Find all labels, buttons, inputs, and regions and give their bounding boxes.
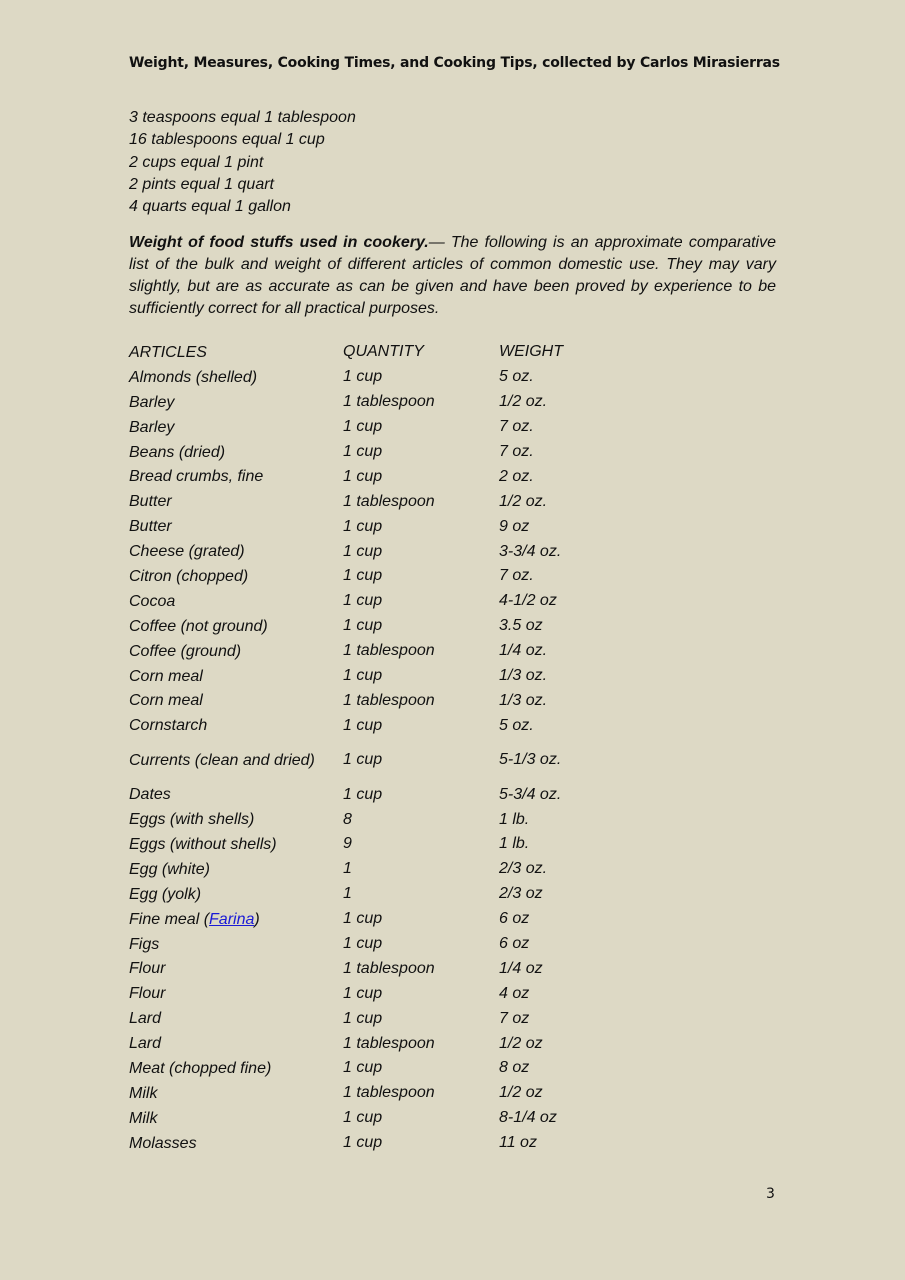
article-cell: Citron (chopped) (129, 567, 249, 585)
article-cell: Milk (129, 1084, 158, 1102)
table-row (129, 1081, 689, 1106)
article-suffix: ) (254, 910, 260, 928)
quantity-cell: 1 cup (343, 592, 383, 610)
table-row (129, 857, 689, 882)
equivalence-line: 16 tablespoons equal 1 cup (129, 131, 325, 149)
equivalence-line: 3 teaspoons equal 1 tablespoon (129, 109, 356, 126)
weight-cell: 1/2 oz. (499, 492, 548, 510)
weight-cell: 1/3 oz. (499, 691, 548, 709)
article-cell: Milk (129, 1109, 158, 1127)
weight-cell: 2/3 oz (499, 885, 543, 903)
quantity-cell: 1 cup (343, 785, 383, 803)
quantity-cell: 1 cup (343, 617, 383, 635)
article-cell: Barley (129, 393, 175, 411)
table-row (129, 713, 689, 738)
weight-cell: 1/3 oz. (499, 667, 548, 685)
article-cell: Molasses (129, 1134, 197, 1152)
table-row (129, 1006, 689, 1031)
table-header-row (129, 340, 689, 365)
quantity-cell: 1 tablespoon (343, 1034, 435, 1052)
article-cell: Cornstarch (129, 717, 208, 735)
table-row (129, 589, 689, 614)
table-row (129, 514, 689, 539)
quantity-cell: 1 cup (343, 910, 383, 928)
weight-cell: 8 oz (499, 1059, 530, 1077)
quantity-cell: 1 tablespoon (343, 959, 435, 977)
quantity-cell: 1 cup (343, 368, 383, 386)
column-header-quantity: QUANTITY (343, 343, 424, 361)
quantity-cell: 1 cup (343, 517, 383, 535)
weight-cell: 6 oz (499, 910, 530, 928)
quantity-cell: 1 (343, 860, 352, 878)
weight-cell: 1/2 oz. (499, 393, 548, 411)
intro-body: — The following is an approximate comparative list of the bulk and weight of different articles of common domestic use. They may vary slightly, but are as accurate as can be given and have been proved by experience to be sufficiently correct for all practical purposes. (129, 234, 777, 317)
table-row (129, 832, 689, 857)
intro-lead: Weight of food stuffs used in cookery. (129, 234, 429, 251)
article-cell: Egg (white) (129, 860, 210, 878)
weight-cell: 2/3 oz. (499, 860, 548, 878)
table-row (129, 1131, 689, 1156)
article-cell: Lard (129, 1010, 162, 1028)
weights-table (129, 340, 689, 1156)
weight-cell: 4-1/2 oz (499, 592, 557, 610)
article-prefix: Fine meal ( (129, 910, 210, 928)
quantity-cell: 1 (343, 885, 352, 903)
article-cell: Butter (129, 518, 172, 536)
weight-cell: 8-1/4 oz (499, 1109, 557, 1127)
table-row (129, 882, 689, 907)
quantity-cell: 1 tablespoon (343, 691, 435, 709)
article-cell: Beans (dried) (129, 443, 226, 461)
weight-cell: 5-1/3 oz. (499, 751, 562, 769)
table-row (129, 664, 689, 689)
weight-cell: 1 lb. (499, 810, 530, 828)
quantity-cell: 1 cup (343, 418, 383, 436)
weight-cell: 11 oz (499, 1134, 537, 1152)
quantity-cell: 1 cup (343, 1059, 383, 1077)
quantity-cell: 1 cup (343, 467, 383, 485)
weight-cell: 5 oz. (499, 716, 534, 734)
table-row (129, 1056, 689, 1081)
quantity-cell: 1 cup (343, 984, 383, 1002)
equivalence-line: 4 quarts equal 1 gallon (129, 198, 291, 216)
table-row (129, 614, 689, 639)
weight-cell: 7 oz. (499, 443, 534, 460)
table-row (129, 415, 689, 440)
article-cell: Figs (129, 935, 160, 953)
table-row (129, 539, 689, 564)
weight-cell: 4 oz (499, 984, 530, 1002)
farina-link[interactable]: Farina (209, 910, 255, 928)
weight-cell: 1/2 oz (499, 1034, 543, 1052)
table-row (129, 440, 689, 465)
table-row (129, 981, 689, 1006)
quantity-cell: 8 (343, 810, 352, 828)
weight-cell: 3-3/4 oz. (499, 542, 562, 560)
article-cell: Corn meal (129, 692, 203, 710)
table-row (129, 782, 689, 807)
article-cell: Bread crumbs, fine (129, 468, 264, 486)
column-header-weight: WEIGHT (499, 343, 563, 361)
quantity-cell: 1 tablespoon (343, 393, 435, 411)
quantity-cell: 1 tablespoon (343, 492, 435, 510)
quantity-cell: 1 cup (343, 716, 383, 734)
page-number: 3 (766, 1186, 775, 1202)
measure-equivalences (129, 107, 356, 218)
article-cell: Flour (129, 985, 166, 1003)
weight-cell: 5 oz. (499, 368, 534, 386)
quantity-cell: 1 cup (343, 1009, 383, 1027)
table-row (129, 738, 689, 782)
table-row (129, 956, 689, 981)
article-cell: Lard (129, 1035, 162, 1053)
weight-cell: 1/4 oz (499, 959, 543, 977)
table-row (129, 564, 689, 589)
article-cell: Dates (129, 786, 171, 804)
weight-cell: 1 lb. (499, 835, 530, 853)
quantity-cell: 1 cup (343, 751, 383, 769)
quantity-cell: 1 cup (343, 567, 383, 585)
weight-cell: 7 oz. (499, 418, 534, 436)
article-cell: Eggs (with shells) (129, 811, 255, 829)
table-row (129, 1031, 689, 1056)
weight-cell: 1/4 oz. (499, 642, 548, 660)
article-cell: Meat (chopped fine) (129, 1059, 272, 1077)
article-cell: Barley (129, 418, 175, 436)
table-row (129, 639, 689, 664)
article-cell: Eggs (without shells) (129, 835, 277, 853)
equivalence-line: 2 pints equal 1 quart (129, 175, 274, 193)
weight-cell: 1/2 oz (499, 1084, 543, 1102)
quantity-cell: 1 cup (343, 542, 383, 560)
table-row (129, 390, 689, 415)
table-row (129, 688, 689, 713)
article-cell: Cheese (grated) (129, 543, 245, 561)
equivalence-line: 2 cups equal 1 pint (129, 153, 264, 171)
weight-cell: 7 oz (499, 1009, 530, 1027)
weight-cell: 5-3/4 oz. (499, 785, 562, 803)
weight-cell: 7 oz. (499, 567, 534, 585)
quantity-cell: 1 cup (343, 443, 383, 460)
article-cell (129, 910, 343, 929)
article-cell: Coffee (ground) (129, 642, 242, 660)
quantity-cell: 1 cup (343, 1134, 383, 1152)
article-cell: Cocoa (129, 592, 176, 610)
table-row (129, 807, 689, 832)
column-header-articles: ARTICLES (129, 343, 207, 361)
table-row (129, 932, 689, 957)
weight-cell: 3.5 oz (499, 617, 543, 635)
quantity-cell: 1 tablespoon (343, 1084, 435, 1102)
quantity-cell: 1 cup (343, 667, 383, 685)
article-cell: Corn meal (129, 667, 203, 685)
quantity-cell: 1 tablespoon (343, 642, 435, 660)
weight-cell: 2 oz. (499, 467, 534, 485)
weight-cell: 9 oz (499, 517, 530, 535)
article-cell: Butter (129, 493, 172, 511)
table-row (129, 1106, 689, 1131)
table-row (129, 365, 689, 390)
table-row (129, 464, 689, 489)
quantity-cell: 9 (343, 835, 352, 853)
table-row (129, 489, 689, 514)
intro-paragraph (129, 232, 776, 320)
quantity-cell: 1 cup (343, 1109, 383, 1127)
article-cell: Almonds (shelled) (129, 368, 258, 386)
article-cell: Egg (yolk) (129, 885, 202, 903)
page-header-title: Weight, Measures, Cooking Times, and Cooking Tips, collected by Carlos Mirasierras (129, 55, 780, 71)
table-row (129, 907, 689, 932)
quantity-cell: 1 cup (343, 935, 383, 953)
article-cell: Flour (129, 960, 166, 978)
article-cell: Coffee (not ground) (129, 617, 268, 635)
weight-cell: 6 oz (499, 935, 530, 953)
article-cell: Currents (clean and dried) (129, 751, 315, 769)
